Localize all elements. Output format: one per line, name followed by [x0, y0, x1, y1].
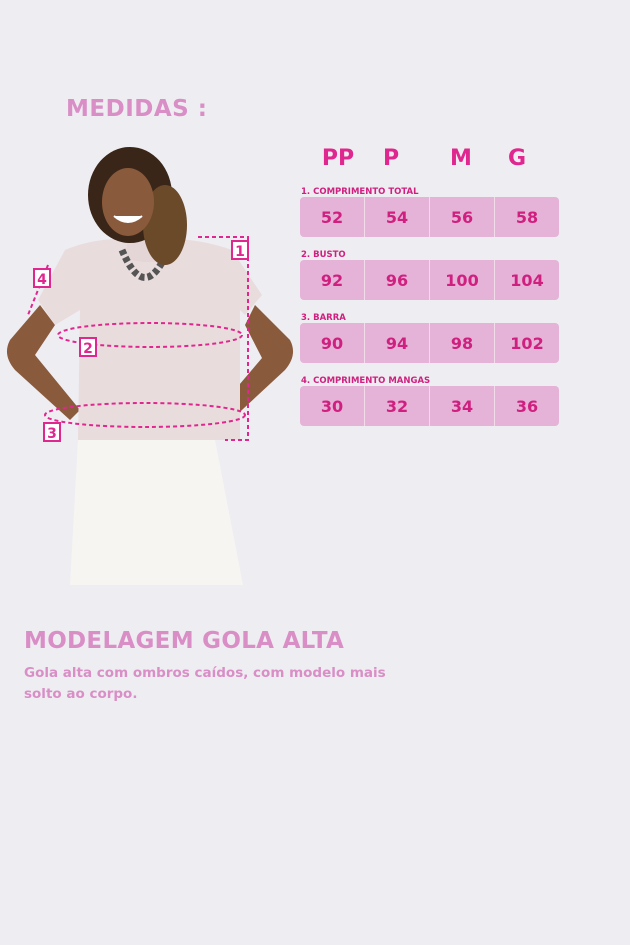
value-cell: 54: [365, 197, 430, 237]
value-cell: 94: [365, 323, 430, 363]
model-description: Gola alta com ombros caídos, com modelo mais solto ao corpo.: [24, 665, 386, 702]
value-cell: 98: [430, 323, 495, 363]
measurement-label: 2. BUSTO: [301, 250, 346, 260]
size-header-p: P: [382, 146, 400, 171]
value-cell: 104: [510, 270, 544, 290]
page-title: MEDIDAS :: [66, 96, 208, 122]
size-header-m: M: [450, 146, 472, 171]
pants: [70, 440, 243, 585]
measurement-row: [300, 197, 559, 237]
measurement-row: [300, 386, 559, 426]
value-cell: 36: [515, 396, 539, 416]
left-arm: [7, 305, 80, 420]
value-cell: 34: [430, 386, 495, 426]
value-cell: 96: [365, 260, 430, 300]
model-heading: MODELAGEM GOLA ALTA: [24, 628, 345, 654]
value-cell: 32: [365, 386, 430, 426]
measurement-label: 4. COMPRIMENTO MANGAS: [301, 376, 431, 386]
model-photo: [0, 140, 300, 585]
svg-text:1: 1: [235, 244, 245, 260]
measurement-label: 3. BARRA: [301, 313, 346, 323]
marker-3: [44, 423, 60, 442]
svg-text:3: 3: [47, 426, 57, 442]
marker-2: [80, 338, 96, 357]
value-cell: 100: [430, 260, 495, 300]
size-header-g: G: [507, 146, 527, 171]
marker-4: [34, 269, 50, 288]
value-cell: 102: [510, 333, 544, 353]
value-cell: 92: [300, 260, 365, 300]
value-cell: 56: [430, 197, 495, 237]
marker-1: [232, 241, 248, 260]
measurement-row: [300, 323, 559, 363]
svg-text:4: 4: [37, 272, 47, 288]
value-cell: 52: [300, 197, 365, 237]
value-cell: 30: [300, 386, 365, 426]
size-header-pp: PP: [321, 146, 355, 171]
measurement-row: [300, 260, 559, 300]
svg-text:2: 2: [83, 341, 93, 357]
value-cell: 58: [515, 207, 539, 227]
measurement-label: 1. COMPRIMENTO TOTAL: [301, 187, 419, 197]
value-cell: 90: [300, 323, 365, 363]
